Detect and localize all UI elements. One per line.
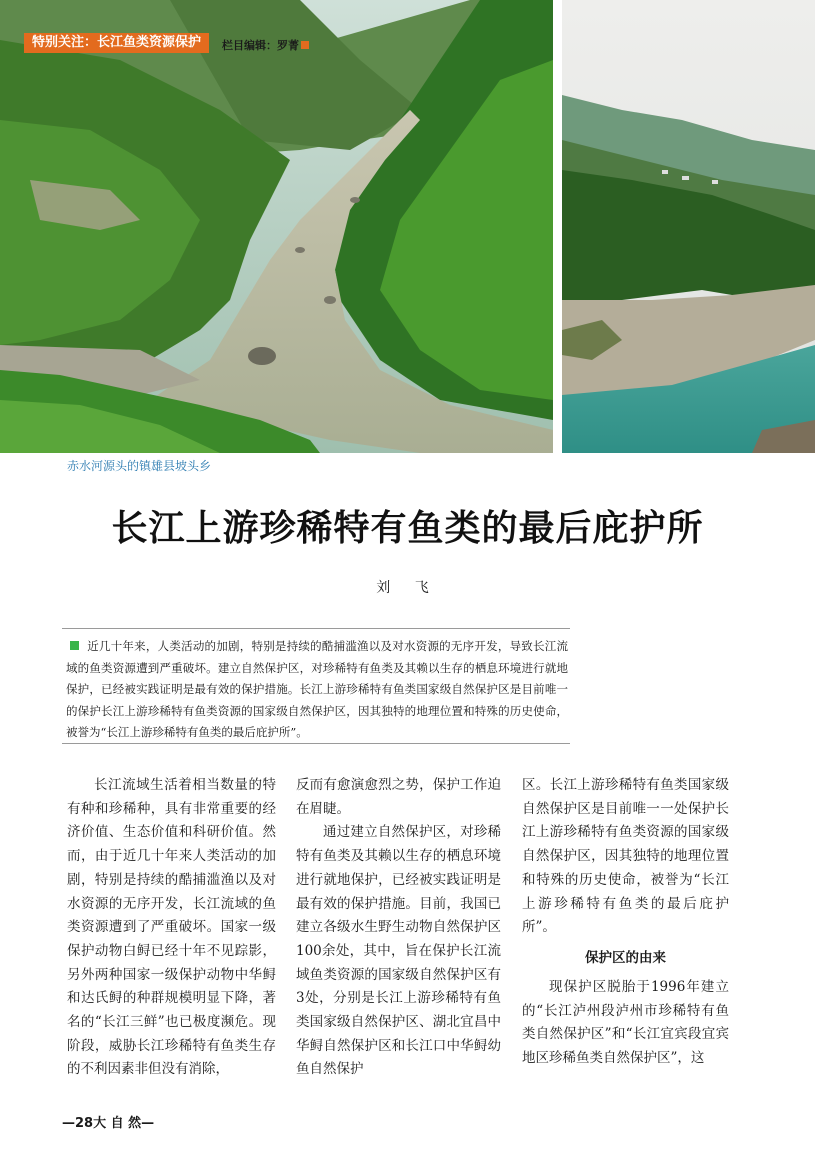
gorge-photo bbox=[0, 0, 553, 453]
section-heading: 保护区的由来 bbox=[585, 949, 666, 966]
abstract-top-rule bbox=[62, 628, 570, 629]
decor-square-icon bbox=[301, 41, 309, 49]
article-abstract bbox=[66, 636, 568, 744]
article-author: 刘 飞 bbox=[376, 580, 439, 596]
river-bank-photo bbox=[562, 0, 815, 453]
article-title: 长江上游珍稀特有鱼类的最后庇护所 bbox=[111, 507, 704, 549]
abstract-text: 近几十年来，人类活动的加剧，特别是持续的酷捕滥渔以及对水资源的无序开发，导致长江流域的鱼类资源遭到严重破坏。建立自然保护区，对珍稀特有鱼类及其赖以生存的栖息环境进行就地保护，已经被实践证明是最有效的保护措施。长江上游珍稀特有鱼类国家级自然保护区是目前唯一的保护长江上游珍稀特有鱼类资源的国家级自然保护区，因其独特的地理位置和特殊的历史使命，被誉为“长江上游珍稀特有鱼类的最后庇护所”。 bbox=[66, 639, 568, 739]
paragraph: 现保护区脱胎于1996年建立的“长江泸州段泸州市珍稀特有鱼类自然保护区”和“长江宜宾段宜宾地区珍稀鱼类自然保护区”，这 bbox=[522, 978, 729, 1067]
paragraph: 长江流域生活着相当数量的特有种和珍稀种，具有非常重要的经济价值、生态价值和科研价值。然而，由于近几十年来人类活动的加剧，特别是持续的酷捕滥渔以及对水资源的无序开发，长江流域的鱼类资源遭到了严重破坏。国家一级保护动物白鲟已经十年不见踪影，另外两种国家一级保护动物中华鲟和达氏鲟的种群规模明显下降，著名的“长江三鲜”也已极度濒危。现阶段，威胁长江珍稀特有鱼类生存的不利因素非但没有消除， bbox=[67, 777, 276, 1078]
page-footer: —28大 自 然— bbox=[62, 1116, 155, 1131]
paragraph-continued: 区。长江上游珍稀特有鱼类国家级自然保护区是目前唯一一处保护长江上游珍稀特有鱼类资源的国家级自然保护区，因其独特的地理位置和特殊的历史使命，被誉为“长江上游珍稀特有鱼类的最后庇护所”。 bbox=[522, 777, 729, 936]
photo-divider bbox=[553, 0, 562, 453]
body-column-2 bbox=[296, 774, 501, 1082]
bullet-square-icon bbox=[70, 641, 79, 650]
column-tag: 特别关注：长江鱼类资源保护 bbox=[24, 33, 209, 53]
photo-caption: 赤水河源头的镇雄县坡头乡 bbox=[67, 459, 212, 473]
abstract-bottom-rule bbox=[62, 743, 570, 744]
paragraph-continued: 反而有愈演愈烈之势，保护工作迫在眉睫。 bbox=[296, 777, 501, 817]
body-column-1 bbox=[67, 774, 276, 1082]
column-editor: 栏目编辑：罗菁 bbox=[222, 39, 299, 52]
body-column-3 bbox=[522, 774, 729, 1071]
paragraph: 通过建立自然保护区，对珍稀特有鱼类及其赖以生存的栖息环境进行就地保护，已经被实践证明是最有效的保护措施。目前，我国已建立各级水生野生动物自然保护区100余处，其中，旨在保护长江流域鱼类资源的国家级自然保护区有3处，分别是长江上游珍稀特有鱼类国家级自然保护区、湖北宜昌中华鲟自然保护区和长江口中华鲟幼鱼自然保护 bbox=[296, 824, 501, 1078]
